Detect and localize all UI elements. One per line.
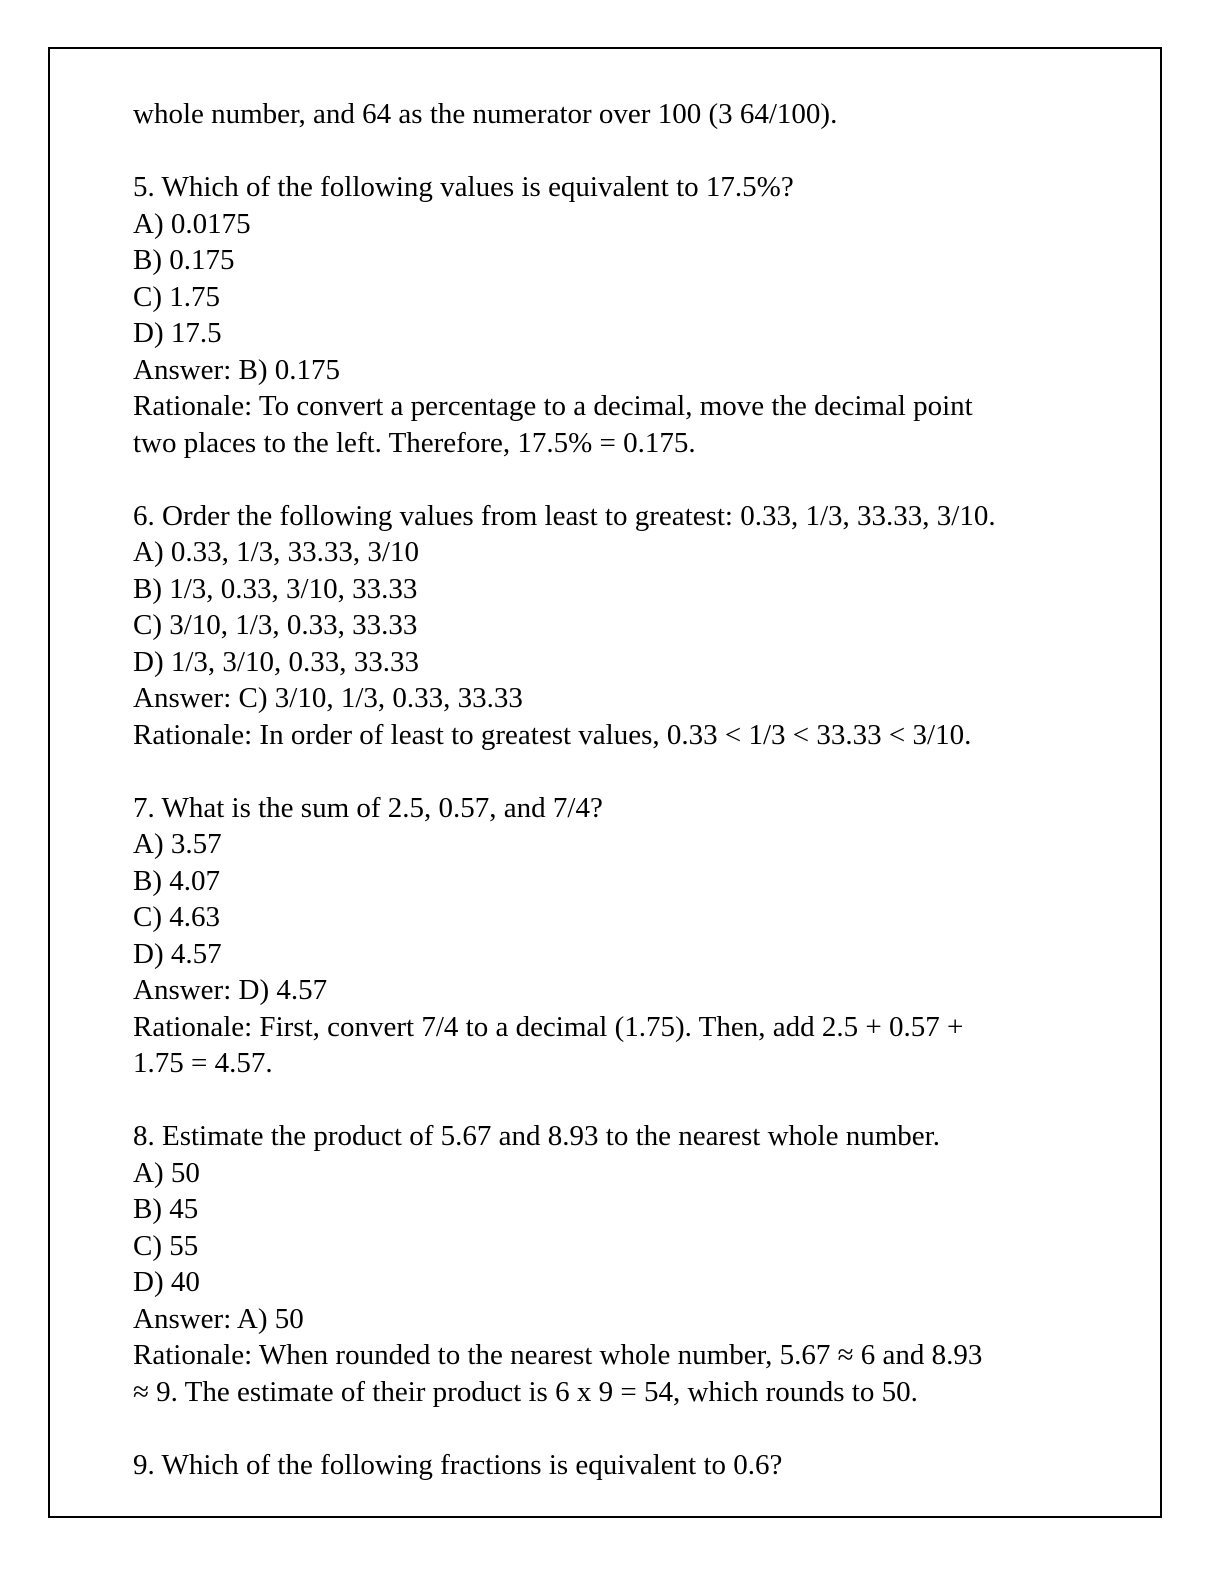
option-b: B) 0.175: [133, 244, 235, 276]
document-body: [133, 96, 1093, 1483]
spacer: [133, 1410, 1093, 1447]
spacer: [133, 133, 1093, 170]
option-c: C) 3/10, 1/3, 0.33, 33.33: [133, 609, 418, 641]
answer-line: Answer: C) 3/10, 1/3, 0.33, 33.33: [133, 682, 523, 714]
question-8: [133, 1118, 1093, 1410]
question-text: 5. Which of the following values is equivalent to 17.5%?: [133, 171, 794, 203]
option-c: C) 55: [133, 1229, 199, 1262]
question-text: 8. Estimate the product of 5.67 and 8.93 to the nearest whole number.: [133, 1120, 940, 1152]
question-9: [133, 1447, 1093, 1484]
option-a: A) 0.33, 1/3, 33.33, 3/10: [133, 536, 419, 568]
option-c: C) 1.75: [133, 280, 220, 313]
option-a: A) 0.0175: [133, 207, 251, 240]
rationale-line: Rationale: When rounded to the nearest whole number, 5.67 ≈ 6 and 8.93: [133, 1339, 983, 1371]
rationale-line: two places to the left. Therefore, 17.5% = 0.175.: [133, 426, 696, 459]
option-c: C) 4.63: [133, 901, 220, 933]
rationale-line: Rationale: In order of least to greatest values, 0.33 < 1/3 < 33.33 < 3/10.: [133, 718, 972, 751]
option-b: B) 45: [133, 1193, 199, 1225]
answer-line: Answer: D) 4.57: [133, 974, 328, 1006]
rationale-line: ≈ 9. The estimate of their product is 6 x 9 = 54, which rounds to 50.: [133, 1375, 918, 1408]
intro-line: whole number, and 64 as the numerator over 100 (3 64/100).: [133, 98, 838, 130]
rationale-line: Rationale: To convert a percentage to a decimal, move the decimal point: [133, 390, 973, 422]
spacer: [133, 461, 1093, 498]
option-a: A) 3.57: [133, 828, 222, 860]
answer-line: Answer: A) 50: [133, 1302, 304, 1335]
option-d: D) 17.5: [133, 317, 222, 349]
option-b: B) 1/3, 0.33, 3/10, 33.33: [133, 572, 418, 605]
option-d: D) 4.57: [133, 937, 222, 970]
rationale-line: 1.75 = 4.57.: [133, 1047, 273, 1079]
spacer: [133, 753, 1093, 790]
option-d: D) 1/3, 3/10, 0.33, 33.33: [133, 645, 419, 678]
option-d: D) 40: [133, 1266, 200, 1298]
rationale-line: Rationale: First, convert 7/4 to a decimal (1.75). Then, add 2.5 + 0.57 +: [133, 1010, 964, 1043]
option-b: B) 4.07: [133, 864, 220, 897]
answer-line: Answer: B) 0.175: [133, 353, 341, 386]
question-text: 7. What is the sum of 2.5, 0.57, and 7/4?: [133, 791, 603, 824]
question-5: [133, 169, 1093, 461]
spacer: [133, 1082, 1093, 1119]
question-text: 6. Order the following values from least to greatest: 0.33, 1/3, 33.33, 3/10.: [133, 499, 996, 532]
option-a: A) 50: [133, 1156, 200, 1189]
question-text: 9. Which of the following fractions is equivalent to 0.6?: [133, 1448, 783, 1481]
question-6: [133, 498, 1093, 754]
question-7: [133, 790, 1093, 1082]
